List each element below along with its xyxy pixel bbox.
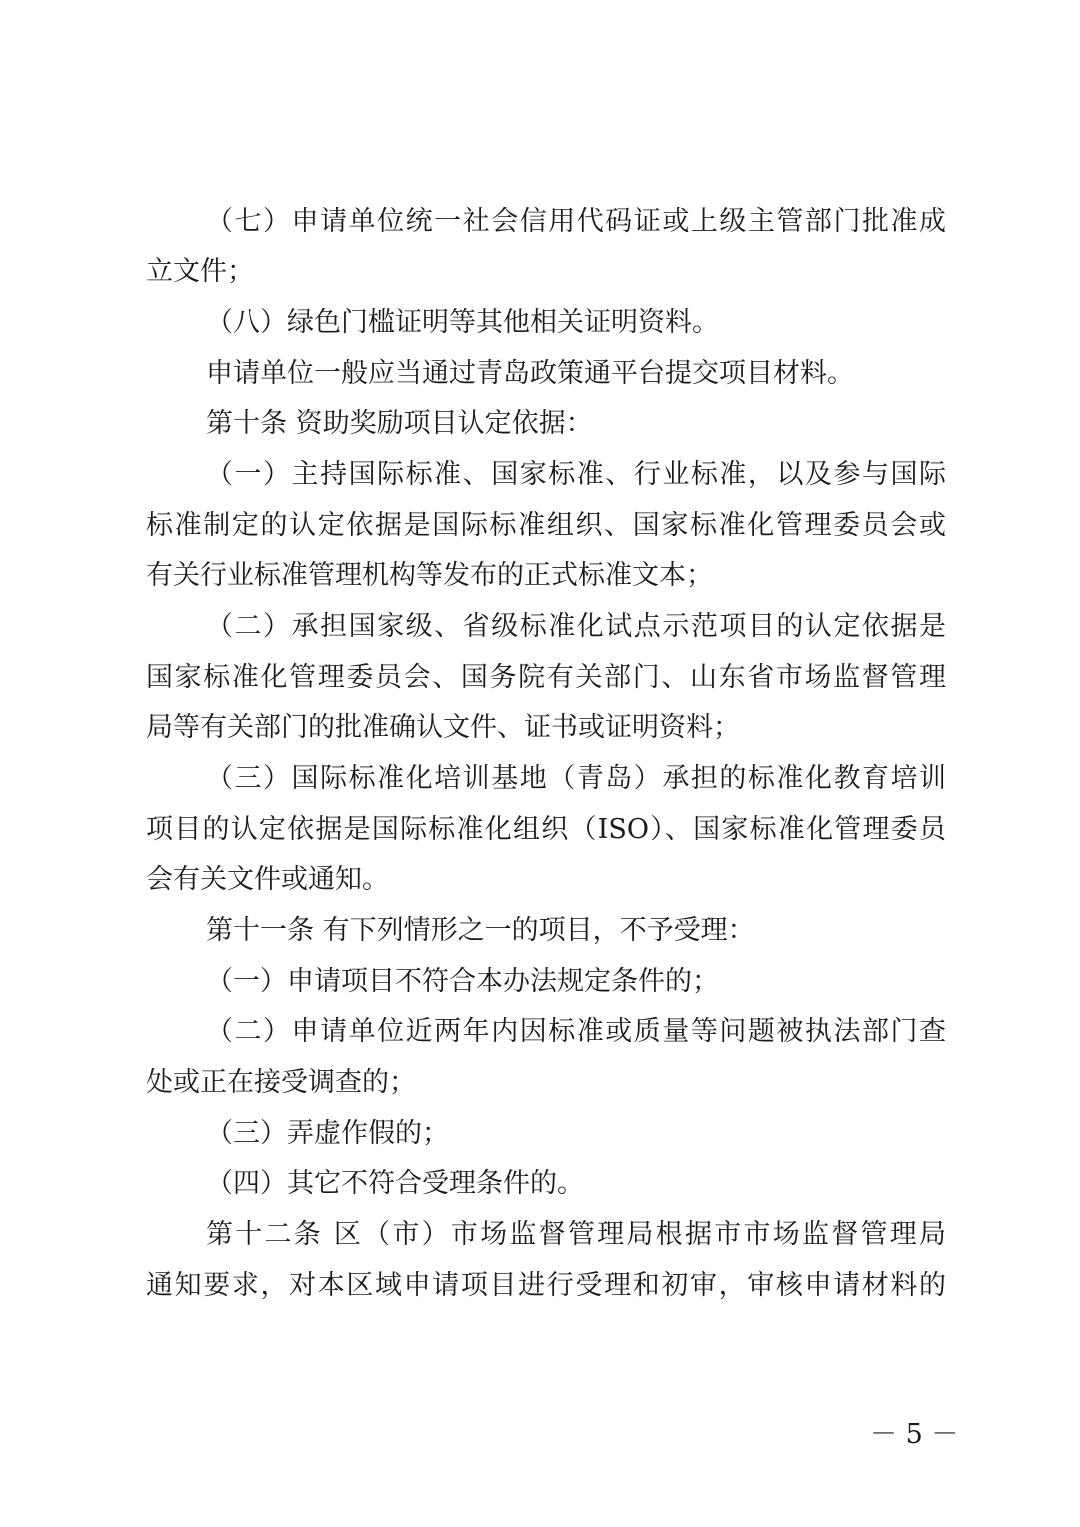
text-line: 标准制定的认定依据是国际标准组织、国家标准化管理委员会或 <box>146 510 946 541</box>
text-line: （二）承担国家级、省级标准化试点示范项目的认定依据是 <box>206 611 946 642</box>
text-line: 局等有关部门的批准确认文件、证书或证明资料； <box>146 712 740 743</box>
article-heading: 第十一条 有下列情形之一的项目，不予受理： <box>206 915 755 946</box>
text-line: （三）弄虚作假的； <box>206 1118 449 1149</box>
text-line: （七）申请单位统一社会信用代码证或上级主管部门批准成 <box>206 206 946 237</box>
text-line: （三）国际标准化培训基地（青岛）承担的标准化教育培训 <box>206 763 946 794</box>
text-line: （四）其它不符合受理条件的。 <box>206 1168 584 1199</box>
text-line: （一）申请项目不符合本办法规定条件的； <box>206 966 719 997</box>
text-line: 申请单位一般应当通过青岛政策通平台提交项目材料。 <box>206 358 854 389</box>
article-heading: 第十二条 区（市）市场监督管理局根据市市场监督管理局 <box>206 1219 946 1250</box>
article-heading: 第十条 资助奖励项目认定依据： <box>206 408 593 439</box>
text-line: 会有关文件或通知。 <box>146 864 389 895</box>
text-line: 通知要求，对本区域申请项目进行受理和初审，审核申请材料的 <box>146 1270 946 1301</box>
text-line: （八）绿色门槛证明等其他相关证明资料。 <box>206 307 719 338</box>
text-line: 立文件； <box>146 256 254 287</box>
text-line: （一）主持国际标准、国家标准、行业标准，以及参与国际 <box>206 459 946 490</box>
text-line: 国家标准化管理委员会、国务院有关部门、山东省市场监督管理 <box>146 662 946 693</box>
text-line: 处或正在接受调查的； <box>146 1067 416 1098</box>
text-line: 有关行业标准管理机构等发布的正式标准文本； <box>146 560 713 591</box>
text-line: （二）申请单位近两年内因标准或质量等问题被执法部门查 <box>206 1016 946 1047</box>
text-line: 项目的认定依据是国际标准化组织（ISO）、国家标准化管理委员 <box>146 814 946 845</box>
page-number: － 5 － <box>870 1419 959 1450</box>
